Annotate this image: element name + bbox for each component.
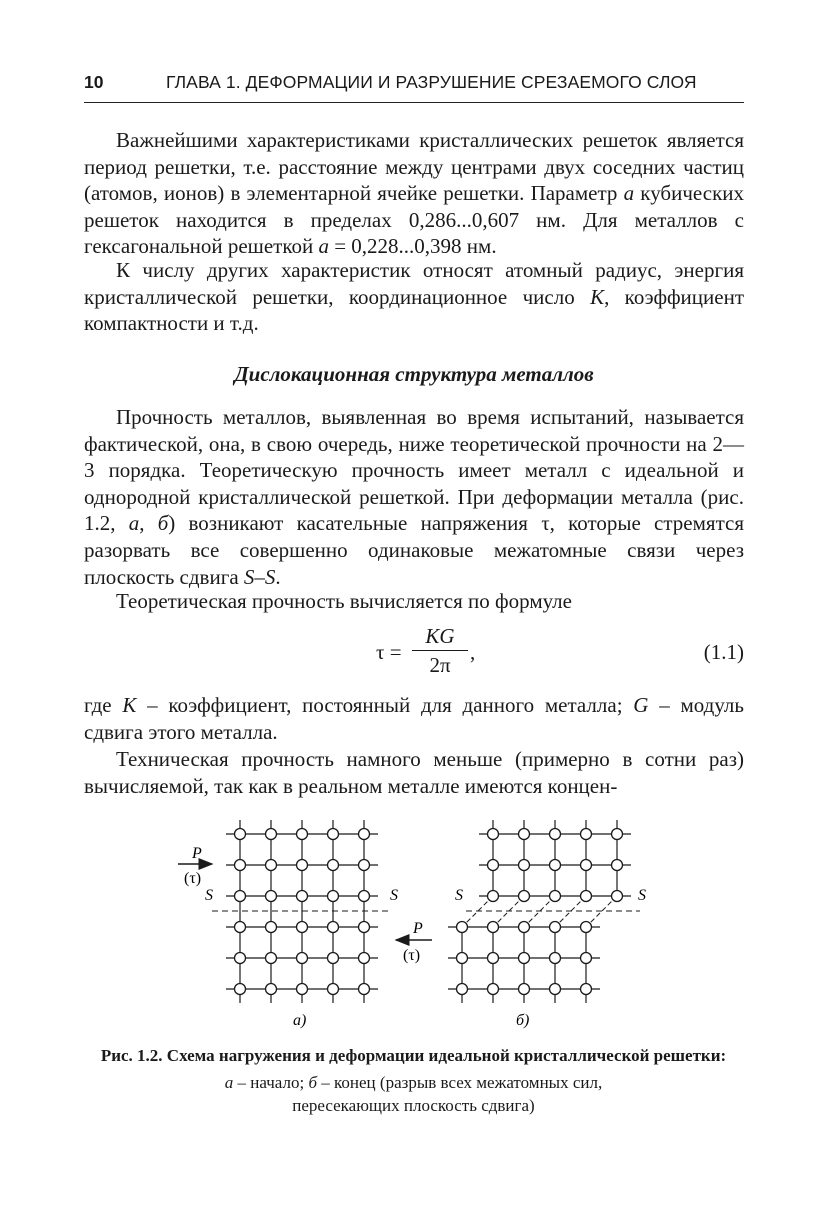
section-title: Дислокационная структура металлов bbox=[234, 362, 594, 386]
stress-label-a: (τ) bbox=[184, 870, 202, 887]
text-span: К числу других характеристик относят атомный радиус, энергия кристаллической решетки, координационное число bbox=[84, 258, 744, 309]
atom-node bbox=[581, 860, 592, 871]
formula-comma: , bbox=[470, 640, 476, 664]
atom-node bbox=[519, 922, 530, 933]
text-span: – конец (разрыв всех межатомных сил, bbox=[317, 1073, 603, 1092]
figure-lattice-diagram bbox=[170, 820, 660, 1035]
text-span: . bbox=[275, 564, 281, 589]
text-span: – начало; bbox=[233, 1073, 309, 1092]
text-span: – модуль сдвига этого металла. bbox=[84, 693, 744, 744]
figure-caption-title: Рис. 1.2. Схема нагружения и деформации идеальной кристаллической решетки: bbox=[100, 1046, 727, 1065]
text-span: = 0,228...0,398 нм. bbox=[328, 234, 497, 259]
text-span: кубических решеток находится в пределах 0,286...0,607 нм. Для металлов с гексагональной решеткой bbox=[84, 181, 745, 259]
figure-caption-line-1 bbox=[60, 1073, 767, 1093]
sublabel-a: а) bbox=[293, 1012, 307, 1029]
figure-ref-a: а bbox=[128, 511, 140, 536]
atom-node bbox=[612, 829, 623, 840]
atom-node bbox=[457, 953, 468, 964]
atom-node bbox=[581, 891, 592, 902]
atom-node bbox=[581, 829, 592, 840]
atom-node bbox=[519, 984, 530, 995]
text-span: где bbox=[84, 693, 123, 717]
atom-node bbox=[550, 860, 561, 871]
atom-node bbox=[359, 922, 370, 933]
paragraph-formula-intro bbox=[84, 588, 744, 615]
formula-lhs: τ = bbox=[376, 640, 402, 664]
atom-node bbox=[328, 891, 339, 902]
atom-node bbox=[581, 953, 592, 964]
atom-node bbox=[266, 891, 277, 902]
text-span: ) возникают касательные напряжения τ, которые стремятся разорвать все совершенно одинаковые межатомные связи через плоскость сдвига bbox=[84, 511, 744, 589]
atom-node bbox=[359, 953, 370, 964]
fraction-bar bbox=[412, 650, 468, 651]
atom-node bbox=[550, 829, 561, 840]
atom-node bbox=[550, 984, 561, 995]
caption-ref-a: а bbox=[224, 1073, 234, 1092]
atom-node bbox=[488, 860, 499, 871]
atom-node bbox=[359, 891, 370, 902]
atom-node bbox=[457, 984, 468, 995]
atom-node bbox=[581, 984, 592, 995]
atom-node bbox=[297, 984, 308, 995]
atom-node bbox=[235, 829, 246, 840]
atom-node bbox=[297, 953, 308, 964]
formula-denominator: 2π bbox=[429, 653, 451, 677]
formula-numerator: KG bbox=[425, 624, 455, 648]
atom-node bbox=[266, 860, 277, 871]
text-span: – коэффициент, постоянный для данного металла; bbox=[136, 693, 634, 717]
atom-node bbox=[266, 829, 277, 840]
paragraph-strength bbox=[84, 404, 744, 590]
atom-node bbox=[297, 891, 308, 902]
text-span: , bbox=[139, 511, 158, 536]
plane-label-a-left: S bbox=[205, 887, 213, 904]
atom-node bbox=[328, 829, 339, 840]
atom-node bbox=[235, 860, 246, 871]
atom-node bbox=[519, 860, 530, 871]
atom-node bbox=[297, 829, 308, 840]
atom-node bbox=[235, 953, 246, 964]
paragraph-lattice-period bbox=[84, 127, 744, 260]
force-label-a: P bbox=[192, 845, 202, 862]
paragraph-formula-legend bbox=[84, 692, 744, 745]
plane-label-a-right: S bbox=[390, 887, 398, 904]
running-header bbox=[84, 72, 744, 103]
stress-label-b: (τ) bbox=[403, 947, 421, 964]
atom-node bbox=[266, 922, 277, 933]
atom-node bbox=[612, 891, 623, 902]
force-label-b: P bbox=[413, 920, 423, 937]
text-span: , коэффициент компактности и т.д. bbox=[84, 284, 745, 336]
atom-node bbox=[457, 922, 468, 933]
variable-k: K bbox=[122, 693, 137, 717]
atom-node bbox=[519, 953, 530, 964]
equation-number: (1.1) bbox=[703, 640, 744, 664]
paragraph-other-characteristics bbox=[84, 257, 744, 337]
atom-node bbox=[550, 922, 561, 933]
atom-node bbox=[297, 922, 308, 933]
atom-node bbox=[359, 984, 370, 995]
variable-a: a bbox=[318, 234, 329, 259]
atom-node bbox=[550, 953, 561, 964]
shear-plane-ref: S–S bbox=[243, 564, 276, 589]
atom-node bbox=[297, 860, 308, 871]
atom-node bbox=[328, 922, 339, 933]
sublabel-b: б) bbox=[516, 1012, 530, 1029]
atom-node bbox=[550, 891, 561, 902]
page-number: 10 bbox=[84, 72, 104, 92]
atom-node bbox=[235, 891, 246, 902]
caption-ref-b: б bbox=[308, 1073, 318, 1092]
atom-node bbox=[328, 953, 339, 964]
atom-node bbox=[359, 829, 370, 840]
atom-node bbox=[488, 953, 499, 964]
atom-node bbox=[359, 860, 370, 871]
atom-node bbox=[488, 829, 499, 840]
atom-node bbox=[266, 984, 277, 995]
atom-node bbox=[488, 891, 499, 902]
text-span: Теоретическая прочность вычисляется по формуле bbox=[116, 589, 572, 613]
atom-node bbox=[328, 860, 339, 871]
variable-g: G bbox=[633, 693, 649, 717]
formula-1-1 bbox=[84, 623, 744, 683]
text-span: Прочность металлов, выявленная во время испытаний, называется фактической, она, в свою очередь, ниже теоретической прочности на 2—3 порядка. Теоретическую прочность имеет металл с идеальной и однородной кристаллической решеткой. При деформации металла (рис. 1.2, bbox=[84, 405, 744, 536]
atom-node bbox=[581, 922, 592, 933]
formula-fraction bbox=[412, 623, 468, 678]
plane-label-b-left: S bbox=[455, 887, 463, 904]
paragraph-technical-strength bbox=[84, 746, 744, 799]
text-span: Важнейшими характеристиками кристаллических решеток является период решетки, т.е. расстояние между центрами двух соседних частиц (атомов, ионов) в элементарной ячейке решетки. Параметр bbox=[84, 128, 744, 206]
atom-node bbox=[266, 953, 277, 964]
atom-node bbox=[235, 984, 246, 995]
figure-caption-line-2: пересекающих плоскость сдвига) bbox=[292, 1096, 535, 1115]
text-span: Техническая прочность намного меньше (примерно в сотни раз) вычисляемой, так как в реальном металле имеются концен- bbox=[84, 747, 744, 798]
variable-k: K bbox=[590, 284, 605, 309]
variable-a: a bbox=[623, 181, 635, 206]
chapter-title: ГЛАВА 1. ДЕФОРМАЦИИ И РАЗРУШЕНИЕ СРЕЗАЕМОГО СЛОЯ bbox=[166, 72, 697, 92]
atom-node bbox=[519, 891, 530, 902]
atom-node bbox=[612, 860, 623, 871]
atom-node bbox=[519, 829, 530, 840]
figure-ref-b: б bbox=[157, 511, 169, 536]
atom-node bbox=[235, 922, 246, 933]
atom-node bbox=[488, 922, 499, 933]
atom-node bbox=[328, 984, 339, 995]
atom-node bbox=[488, 984, 499, 995]
plane-label-b-right: S bbox=[638, 887, 646, 904]
